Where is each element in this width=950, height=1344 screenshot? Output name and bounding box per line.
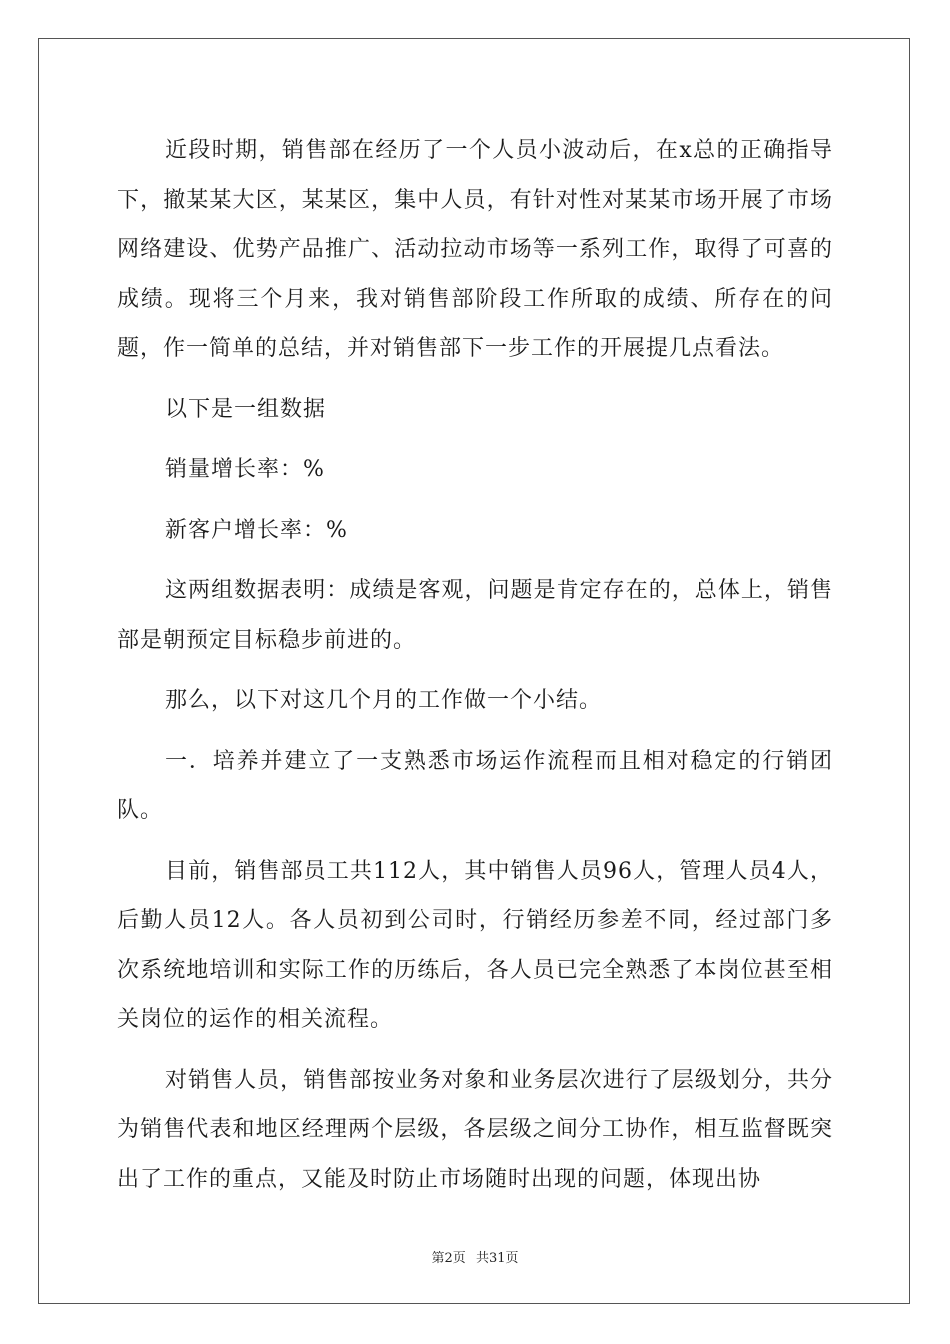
paragraph-sales-growth: 销量增长率：%	[165, 457, 325, 482]
paragraph-new-customer-growth: 新客户增长率：%	[165, 517, 348, 543]
page-number: 第2页	[431, 1251, 466, 1266]
paragraph-data-conclusion: 这两组数据表明：成绩是客观，问题是肯定存在的，总体上，销售部是朝预定目标稳步前进的。	[117, 578, 833, 653]
paragraph-staff-numbers: 目前，销售部员工共112人，其中销售人员96人，管理人员4人，后勤人员12人。各人员初到公司时，行销经历参差不同，经过部门多次系统地培训和实际工作的历练后，各人员已完全熟悉了本岗位甚至相关岗位的运作的相关流程。	[117, 858, 833, 1032]
page-total: 共31页	[475, 1251, 519, 1266]
document-body	[117, 126, 833, 1215]
paragraph-data-heading: 以下是一组数据	[165, 396, 327, 422]
paragraph-summary-intro: 那么，以下对这几个月的工作做一个小结。	[165, 688, 603, 713]
paragraph-intro: 近段时期，销售部在经历了一个人员小波动后，在x总的正确指导下，撤某某大区，某某区，集中人员，有针对性对某某市场开展了市场网络建设、优势产品推广、活动拉动市场等一系列工作，取得了可喜的成绩。现将三个月来，我对销售部阶段工作所取的成绩、所存在的问题，作一简单的总结，并对销售部下一步工作的开展提几点看法。	[117, 138, 833, 361]
page-footer	[0, 1247, 950, 1266]
paragraph-sales-levels: 对销售人员，销售部按业务对象和业务层次进行了层级划分，共分为销售代表和地区经理两个层级，各层级之间分工协作，相互监督既突出了工作的重点，又能及时防止市场随时出现的问题，体现出协	[117, 1067, 833, 1192]
paragraph-section-one: 一．培养并建立了一支熟悉市场运作流程而且相对稳定的行销团队。	[117, 748, 833, 823]
